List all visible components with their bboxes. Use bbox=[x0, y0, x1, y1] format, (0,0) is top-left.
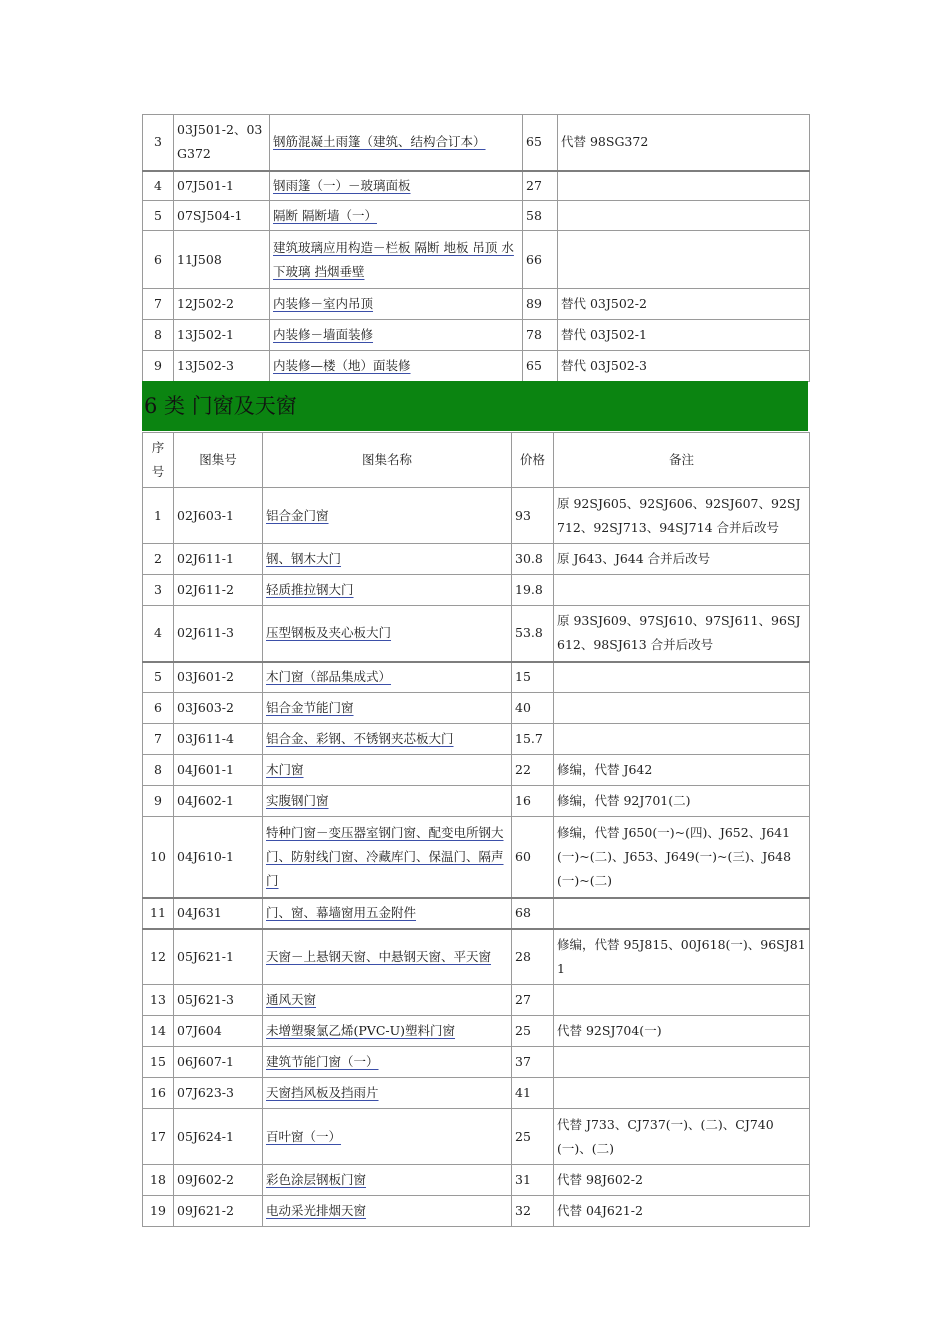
table-row bbox=[143, 351, 810, 382]
atlas-name bbox=[263, 693, 512, 724]
atlas-price: 28 bbox=[512, 929, 554, 985]
table-row bbox=[143, 898, 810, 929]
section-title: 6 类 门窗及天窗 bbox=[144, 394, 297, 418]
atlas-name bbox=[270, 320, 523, 351]
atlas-price: 68 bbox=[512, 898, 554, 929]
atlas-name-link[interactable]: 隔断 隔断墙（一） bbox=[273, 207, 377, 223]
catalog-table-continued bbox=[142, 114, 810, 382]
atlas-price: 25 bbox=[512, 1109, 554, 1165]
table-row bbox=[143, 693, 810, 724]
table-row bbox=[143, 289, 810, 320]
atlas-note: 修编，代替 92J701(二) bbox=[554, 786, 810, 817]
atlas-name bbox=[270, 201, 523, 231]
atlas-code: 03J603-2 bbox=[174, 693, 263, 724]
atlas-name bbox=[263, 488, 512, 544]
header-note: 备注 bbox=[554, 433, 810, 488]
catalog-table-continued-body bbox=[143, 115, 810, 382]
atlas-name-link[interactable]: 通风天窗 bbox=[266, 992, 317, 1007]
row-number: 9 bbox=[143, 351, 174, 382]
atlas-name bbox=[270, 115, 523, 171]
atlas-note: 代替 98SG372 bbox=[558, 115, 810, 171]
atlas-note: 修编，代替 95J815、00J618(一)、96SJ811 bbox=[554, 929, 810, 985]
doors-windows-table-body bbox=[143, 488, 810, 1227]
atlas-note bbox=[554, 662, 810, 693]
row-number: 6 bbox=[143, 231, 174, 289]
atlas-code: 11J508 bbox=[174, 231, 270, 289]
atlas-name-link[interactable]: 铝合金、彩钢、不锈钢夹芯板大门 bbox=[266, 731, 454, 746]
atlas-name-link[interactable]: 建筑节能门窗（一） bbox=[266, 1054, 379, 1069]
atlas-price: 93 bbox=[512, 488, 554, 544]
table-row bbox=[143, 1109, 810, 1165]
atlas-code: 05J621-1 bbox=[174, 929, 263, 985]
atlas-name-link[interactable]: 内装修－墙面装修 bbox=[273, 327, 374, 342]
atlas-name bbox=[263, 817, 512, 898]
row-number: 11 bbox=[143, 898, 174, 929]
atlas-note bbox=[558, 201, 810, 231]
atlas-name-link[interactable]: 实腹钢门窗 bbox=[266, 793, 329, 808]
atlas-price: 32 bbox=[512, 1196, 554, 1227]
table-row bbox=[143, 755, 810, 786]
header-row bbox=[143, 433, 810, 488]
row-number: 9 bbox=[143, 786, 174, 817]
atlas-note bbox=[554, 724, 810, 755]
atlas-code: 03J611-4 bbox=[174, 724, 263, 755]
atlas-name-link[interactable]: 铝合金门窗 bbox=[266, 507, 329, 523]
table-row bbox=[143, 231, 810, 289]
atlas-price: 37 bbox=[512, 1047, 554, 1078]
table-row bbox=[143, 985, 810, 1016]
atlas-note bbox=[558, 171, 810, 201]
row-number: 4 bbox=[143, 171, 174, 201]
atlas-note: 代替 J733、CJ737(一)、(二)、CJ740(一)、(二) bbox=[554, 1109, 810, 1165]
atlas-name bbox=[263, 898, 512, 929]
atlas-name-link[interactable]: 内装修－室内吊顶 bbox=[273, 296, 374, 311]
header-code: 图集号 bbox=[174, 433, 263, 488]
atlas-name bbox=[263, 1078, 512, 1109]
atlas-note: 原 J643、J644 合并后改号 bbox=[554, 544, 810, 575]
atlas-name bbox=[263, 1109, 512, 1165]
table-row bbox=[143, 1196, 810, 1227]
atlas-price: 60 bbox=[512, 817, 554, 898]
atlas-code: 04J602-1 bbox=[174, 786, 263, 817]
atlas-name-link[interactable]: 门、窗、幕墙窗用五金附件 bbox=[266, 905, 417, 920]
atlas-price: 27 bbox=[523, 171, 558, 201]
row-number: 7 bbox=[143, 724, 174, 755]
atlas-name bbox=[270, 171, 523, 201]
table-row bbox=[143, 606, 810, 662]
atlas-note bbox=[554, 985, 810, 1016]
atlas-name bbox=[263, 1016, 512, 1047]
atlas-code: 04J601-1 bbox=[174, 755, 263, 786]
atlas-name bbox=[263, 575, 512, 606]
atlas-note: 替代 03J502-2 bbox=[558, 289, 810, 320]
atlas-price: 27 bbox=[512, 985, 554, 1016]
atlas-note: 代替 04J621-2 bbox=[554, 1196, 810, 1227]
atlas-name bbox=[263, 786, 512, 817]
atlas-price: 58 bbox=[523, 201, 558, 231]
atlas-code: 13J502-1 bbox=[174, 320, 270, 351]
atlas-note: 代替 98J602-2 bbox=[554, 1165, 810, 1196]
atlas-name bbox=[263, 724, 512, 755]
atlas-code: 09J621-2 bbox=[174, 1196, 263, 1227]
row-number: 17 bbox=[143, 1109, 174, 1165]
atlas-note bbox=[554, 1078, 810, 1109]
table-row bbox=[143, 817, 810, 898]
row-number: 15 bbox=[143, 1047, 174, 1078]
atlas-price: 30.8 bbox=[512, 544, 554, 575]
atlas-note: 原 92SJ605、92SJ606、92SJ607、92SJ712、92SJ713、94SJ714 合并后改号 bbox=[554, 488, 810, 544]
table-row bbox=[143, 115, 810, 171]
atlas-code: 07J604 bbox=[174, 1016, 263, 1047]
row-number: 6 bbox=[143, 693, 174, 724]
atlas-name bbox=[263, 755, 512, 786]
atlas-price: 89 bbox=[523, 289, 558, 320]
table-row bbox=[143, 1165, 810, 1196]
atlas-note bbox=[554, 575, 810, 606]
atlas-name-link[interactable]: 压型钢板及夹心板大门 bbox=[266, 625, 392, 641]
atlas-price: 16 bbox=[512, 786, 554, 817]
row-number: 19 bbox=[143, 1196, 174, 1227]
atlas-code: 03J501-2、03G372 bbox=[174, 115, 270, 171]
atlas-name bbox=[263, 606, 512, 662]
header-price: 价格 bbox=[512, 433, 554, 488]
atlas-code: 02J603-1 bbox=[174, 488, 263, 544]
atlas-note: 替代 03J502-3 bbox=[558, 351, 810, 382]
atlas-name-link[interactable]: 未增塑聚氯乙烯(PVC-U)塑料门窗 bbox=[266, 1023, 456, 1038]
table-row bbox=[143, 201, 810, 231]
atlas-name bbox=[263, 544, 512, 575]
atlas-code: 02J611-1 bbox=[174, 544, 263, 575]
atlas-price: 66 bbox=[523, 231, 558, 289]
atlas-name-link[interactable]: 建筑玻璃应用构造－栏板 隔断 地板 吊顶 水下玻璃 挡烟垂壁 bbox=[273, 239, 514, 279]
atlas-price: 22 bbox=[512, 755, 554, 786]
atlas-name bbox=[270, 289, 523, 320]
table-row bbox=[143, 1078, 810, 1109]
row-number: 8 bbox=[143, 320, 174, 351]
atlas-code: 07SJ504-1 bbox=[174, 201, 270, 231]
atlas-note bbox=[554, 1047, 810, 1078]
atlas-name-link[interactable]: 木门窗（部品集成式） bbox=[266, 669, 392, 685]
atlas-name bbox=[263, 1196, 512, 1227]
row-number: 3 bbox=[143, 115, 174, 171]
row-number: 10 bbox=[143, 817, 174, 898]
atlas-note bbox=[558, 231, 810, 289]
table-row bbox=[143, 929, 810, 985]
row-number: 5 bbox=[143, 201, 174, 231]
atlas-name-link[interactable]: 特种门窗－变压器室钢门窗、配变电所钢大门、防射线门窗、冷藏库门、保温门、隔声门 bbox=[266, 824, 504, 888]
table-row bbox=[143, 488, 810, 544]
atlas-code: 12J502-2 bbox=[174, 289, 270, 320]
atlas-code: 04J610-1 bbox=[174, 817, 263, 898]
atlas-code: 07J623-3 bbox=[174, 1078, 263, 1109]
atlas-name-link[interactable]: 木门窗 bbox=[266, 762, 304, 777]
atlas-name bbox=[270, 351, 523, 382]
row-number: 1 bbox=[143, 488, 174, 544]
atlas-name-link[interactable]: 天窗－上悬钢天窗、中悬钢天窗、平天窗 bbox=[266, 948, 492, 964]
atlas-name-link[interactable]: 天窗挡风板及挡雨片 bbox=[266, 1085, 379, 1100]
row-number: 18 bbox=[143, 1165, 174, 1196]
row-number: 12 bbox=[143, 929, 174, 985]
atlas-name-link[interactable]: 铝合金节能门窗 bbox=[266, 700, 354, 715]
row-number: 13 bbox=[143, 985, 174, 1016]
atlas-code: 05J624-1 bbox=[174, 1109, 263, 1165]
atlas-price: 53.8 bbox=[512, 606, 554, 662]
table-row bbox=[143, 1047, 810, 1078]
table-row bbox=[143, 320, 810, 351]
row-number: 4 bbox=[143, 606, 174, 662]
atlas-price: 19.8 bbox=[512, 575, 554, 606]
header-name: 图集名称 bbox=[263, 433, 512, 488]
table-row bbox=[143, 786, 810, 817]
atlas-name-link[interactable]: 钢筋混凝土雨篷（建筑、结构合订本） bbox=[273, 134, 486, 150]
row-number: 3 bbox=[143, 575, 174, 606]
header-no: 序号 bbox=[143, 433, 174, 488]
row-number: 14 bbox=[143, 1016, 174, 1047]
atlas-name-link[interactable]: 彩色涂层钢板门窗 bbox=[266, 1172, 367, 1187]
atlas-code: 04J631 bbox=[174, 898, 263, 929]
atlas-note bbox=[554, 898, 810, 929]
atlas-name bbox=[263, 1165, 512, 1196]
atlas-note: 修编，代替 J642 bbox=[554, 755, 810, 786]
atlas-name bbox=[270, 231, 523, 289]
atlas-note: 替代 03J502-1 bbox=[558, 320, 810, 351]
table-row bbox=[143, 575, 810, 606]
atlas-code: 06J607-1 bbox=[174, 1047, 263, 1078]
row-number: 7 bbox=[143, 289, 174, 320]
atlas-code: 03J601-2 bbox=[174, 662, 263, 693]
atlas-note bbox=[554, 693, 810, 724]
atlas-name-link[interactable]: 钢雨篷（一）－玻璃面板 bbox=[273, 177, 411, 193]
atlas-note: 修编，代替 J650(一)~(四)、J652、J641(一)~(二)、J653、J649(一)~(三)、J648(一)~(二) bbox=[554, 817, 810, 898]
atlas-name bbox=[263, 929, 512, 985]
atlas-price: 41 bbox=[512, 1078, 554, 1109]
atlas-price: 15.7 bbox=[512, 724, 554, 755]
atlas-code: 13J502-3 bbox=[174, 351, 270, 382]
atlas-price: 78 bbox=[523, 320, 558, 351]
atlas-code: 02J611-2 bbox=[174, 575, 263, 606]
atlas-price: 65 bbox=[523, 351, 558, 382]
row-number: 16 bbox=[143, 1078, 174, 1109]
table-row bbox=[143, 544, 810, 575]
table-row bbox=[143, 1016, 810, 1047]
atlas-note: 原 93SJ609、97SJ610、97SJ611、96SJ612、98SJ613 合并后改号 bbox=[554, 606, 810, 662]
doors-windows-table bbox=[142, 432, 810, 1227]
table-row bbox=[143, 724, 810, 755]
atlas-code: 09J602-2 bbox=[174, 1165, 263, 1196]
table-row bbox=[143, 662, 810, 693]
atlas-code: 02J611-3 bbox=[174, 606, 263, 662]
atlas-name-link[interactable]: 电动采光排烟天窗 bbox=[266, 1203, 367, 1218]
atlas-name bbox=[263, 985, 512, 1016]
atlas-name-link[interactable]: 轻质推拉钢大门 bbox=[266, 582, 354, 597]
atlas-price: 25 bbox=[512, 1016, 554, 1047]
atlas-name-link[interactable]: 内装修—楼（地）面装修 bbox=[273, 358, 411, 373]
table-row bbox=[143, 171, 810, 201]
atlas-price: 15 bbox=[512, 662, 554, 693]
atlas-name-link[interactable]: 百叶窗（一） bbox=[266, 1128, 342, 1144]
atlas-note: 代替 92SJ704(一) bbox=[554, 1016, 810, 1047]
atlas-price: 31 bbox=[512, 1165, 554, 1196]
atlas-name-link[interactable]: 钢、钢木大门 bbox=[266, 551, 342, 566]
atlas-name bbox=[263, 1047, 512, 1078]
row-number: 5 bbox=[143, 662, 174, 693]
atlas-code: 07J501-1 bbox=[174, 171, 270, 201]
section-banner bbox=[142, 381, 808, 431]
atlas-price: 40 bbox=[512, 693, 554, 724]
atlas-name bbox=[263, 662, 512, 693]
row-number: 8 bbox=[143, 755, 174, 786]
row-number: 2 bbox=[143, 544, 174, 575]
atlas-code: 05J621-3 bbox=[174, 985, 263, 1016]
atlas-price: 65 bbox=[523, 115, 558, 171]
